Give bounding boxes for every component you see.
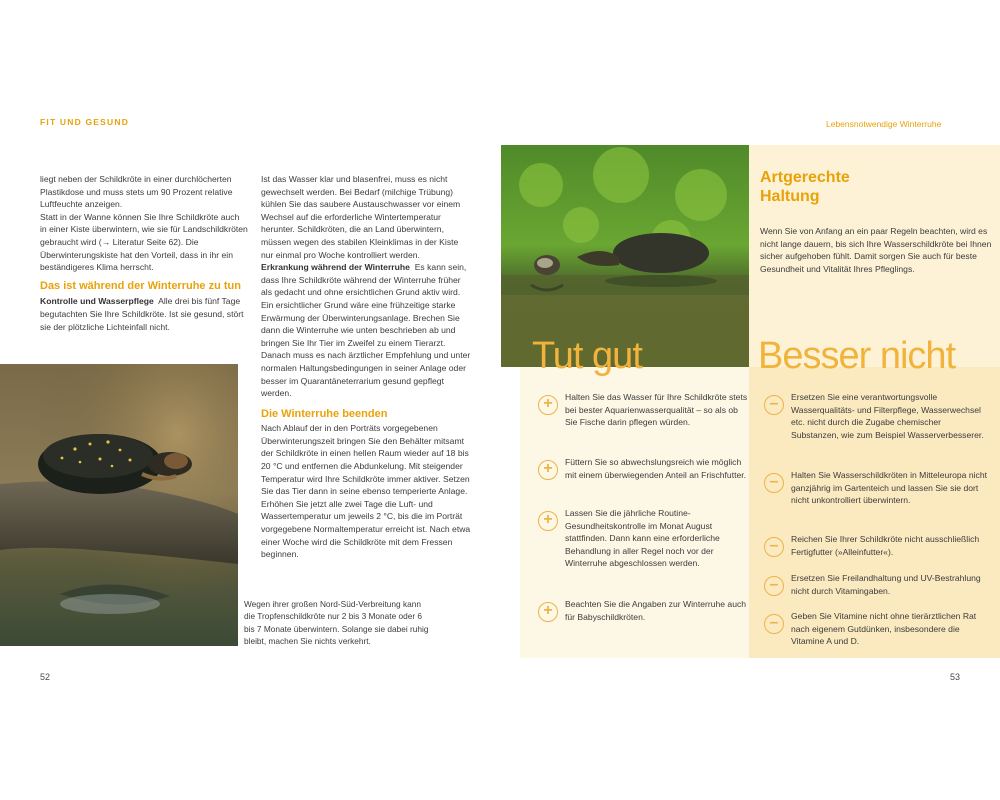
col2-paragraph-3: Nach Ablauf der in den Porträts vorgegebenen Überwinterungszeit bringen Sie den Behälter mitsamt der Schildkröte in einen hellen Raum wieder auf 18 bis 20 °C und entfernen die Abdunkelung. Mit steigender Temperatur wird Ihre Schildkröte immer aktiver. Setzen Sie das Tier dann in seine ebenso temperierte Anlage. Erhöhen Sie jetzt alle zwei Tage die Luft- und Wassertemperatur um jeweils 2 °C, bis die im Porträt vorgegebene Normaltemperatur erreicht ist. Nach etwa einer Woche wird die Schildkröte mit dem Fressen beginnen. xyxy=(261,423,471,560)
minus-circle-icon: – xyxy=(764,395,784,415)
water-turtle-image xyxy=(501,145,749,367)
running-head-left: FIT UND GESUND xyxy=(40,117,130,127)
photo-caption: Wegen ihrer großen Nord-Süd-Verbreitung kann die Tropfenschildkröte nur 2 bis 3 Monate oder 6 bis 7 Monate überwintern. Solange sie dabei ruhig bleibt, machen Sie nichts verkehrt. xyxy=(244,599,429,647)
col2-runin: Erkrankung während der Winterruhe xyxy=(261,262,410,273)
page-number-left: 52 xyxy=(40,672,51,682)
bad-item-text: Halten Sie Wasserschildkröten in Mitteleuropa nicht ganzjährig im Gartenteich und lassen Sie sie dort nicht unkontrolliert überwintern. xyxy=(791,470,987,506)
col2-paragraph-2-text: Es kann sein, dass Ihre Schildkröte während der Winterruhe früher als gedacht und ohne ersichtlichen Grund aktiv wird. Ein ersichtlicher Grund wäre eine frühzeitige starke Erwärmung der Überwinterungsanlage. Brechen Sie dann die Winterruhe wie unten beschrieben ab und bringen Sie Ihr Tier im Zweifel zu einem Tierarzt. Danach muss es nach ärztlicher Empfehlung und unter normalen Haltungsbedingungen in seiner Anlage oder besser im Quarantäneterrarium gesund gepflegt werden. xyxy=(261,262,471,399)
col2-heading: Die Winterruhe beenden xyxy=(261,407,388,420)
bad-title: Besser nicht xyxy=(758,335,956,377)
page-number-right: 53 xyxy=(950,672,961,682)
plus-circle-icon: + xyxy=(538,395,558,415)
turtle-in-water-photo xyxy=(501,145,749,367)
col1-runin: Kontrolle und Wasserpflege xyxy=(40,296,154,307)
minus-circle-icon: – xyxy=(764,473,784,493)
good-item-text: Füttern Sie so abwechslungsreich wie möglich mit einem überwiegenden Anteil an Frischfutter. xyxy=(565,457,747,480)
plus-circle-icon: + xyxy=(538,602,558,622)
col1-heading: Das ist während der Winterruhe zu tun xyxy=(40,279,241,292)
good-item-text: Beachten Sie die Angaben zur Winterruhe auch für Babyschildkröten. xyxy=(565,599,747,622)
good-item-text: Halten Sie das Wasser für Ihre Schildkröte stets bei bester Aquarienwasserqualität – so als ob Sie Fische darin pflegen würden. xyxy=(565,392,748,428)
turtle-on-log-photo xyxy=(0,364,238,646)
minus-circle-icon: – xyxy=(764,614,784,634)
column-1 xyxy=(40,173,248,333)
panel-title xyxy=(760,168,850,206)
column-2 xyxy=(261,173,473,561)
minus-circle-icon: – xyxy=(764,576,784,596)
bad-item-text: Geben Sie Vitamine nicht ohne tierärztlichen Rat nach eigenem Gutdünken, insbesondere die Vitamine A und D. xyxy=(791,611,977,647)
minus-circle-icon: – xyxy=(764,537,784,557)
good-item-text: Lassen Sie die jährliche Routine-Gesundheitskontrolle im Monat August stattfinden. Dann kann eine erforderliche Behandlung in aller Regel noch vor der Winterruhe abgeschlossen werden. xyxy=(565,508,720,569)
col2-paragraph-1: Ist das Wasser klar und blasenfrei, muss es nicht gewechselt werden. Bei Bedarf (milchige Trübung) kühlen Sie das saubere Austauschwasser vor einem Wechsel auf die erforderliche Wintertemperatur herunter. Schildkröten, die an Land überwintern, müssen wegen des stabilen Kleinklimas in der Kiste nur einmal pro Woche kontrolliert werden. xyxy=(261,174,461,260)
panel-text: Wenn Sie von Anfang an ein paar Regeln beachten, wird es nicht lange dauern, bis sich Ihre Wasserschildkröte bei Ihnen sicher aufgehoben fühlt. Damit sorgen Sie auch für beste Gesundheit und Vitalität Ihres Pfleglings. xyxy=(760,226,992,274)
running-head-right: Lebensnotwendige Winterruhe xyxy=(826,119,942,129)
bad-item-text: Reichen Sie Ihrer Schildkröte nicht ausschließlich Fertigfutter (»Alleinfutter«). xyxy=(791,534,980,557)
bad-item-text: Ersetzen Sie Freilandhaltung und UV-Bestrahlung nicht durch Vitamingaben. xyxy=(791,573,981,596)
bad-item-text: Ersetzen Sie eine verantwortungsvolle Wasserqualitäts- und Filterpflege, Wasserwechsel etc. nicht durch die Zugabe chemischer Substanzen, wie zum Beispiel Wasserverbesserer. xyxy=(791,392,984,440)
plus-circle-icon: + xyxy=(538,511,558,531)
good-title: Tut gut xyxy=(532,335,642,377)
col1-paragraph-3 xyxy=(40,295,248,333)
plus-circle-icon: + xyxy=(538,460,558,480)
col1-paragraph-3-text: Alle drei bis fünf Tage begutachten Sie Ihre Schildkröte. Ist sie gesund, stört sie der plötzliche Lichteinfall nicht. xyxy=(40,296,244,332)
col1-paragraph-2: Statt in der Wanne können Sie Ihre Schildkröte auch in einer Kiste überwintern, wie sie für Landschildkröten gebraucht wird (→ Literatur Seite 62). Die Überwinterungskiste hat den Vorteil, dass in ihr ein beständigeres Klima herrscht. xyxy=(40,211,248,273)
col1-paragraph-1: liegt neben der Schildkröte in einer durchlöcherten Plastikdose und muss stets um 90 Prozent relative Luftfeuchte anzeigen. xyxy=(40,174,233,210)
col2-paragraph-2 xyxy=(261,261,473,400)
spotted-turtle-image xyxy=(0,364,238,646)
panel-title-line-2: Haltung xyxy=(760,188,820,205)
panel-title-line-1: Artgerechte xyxy=(760,169,850,186)
